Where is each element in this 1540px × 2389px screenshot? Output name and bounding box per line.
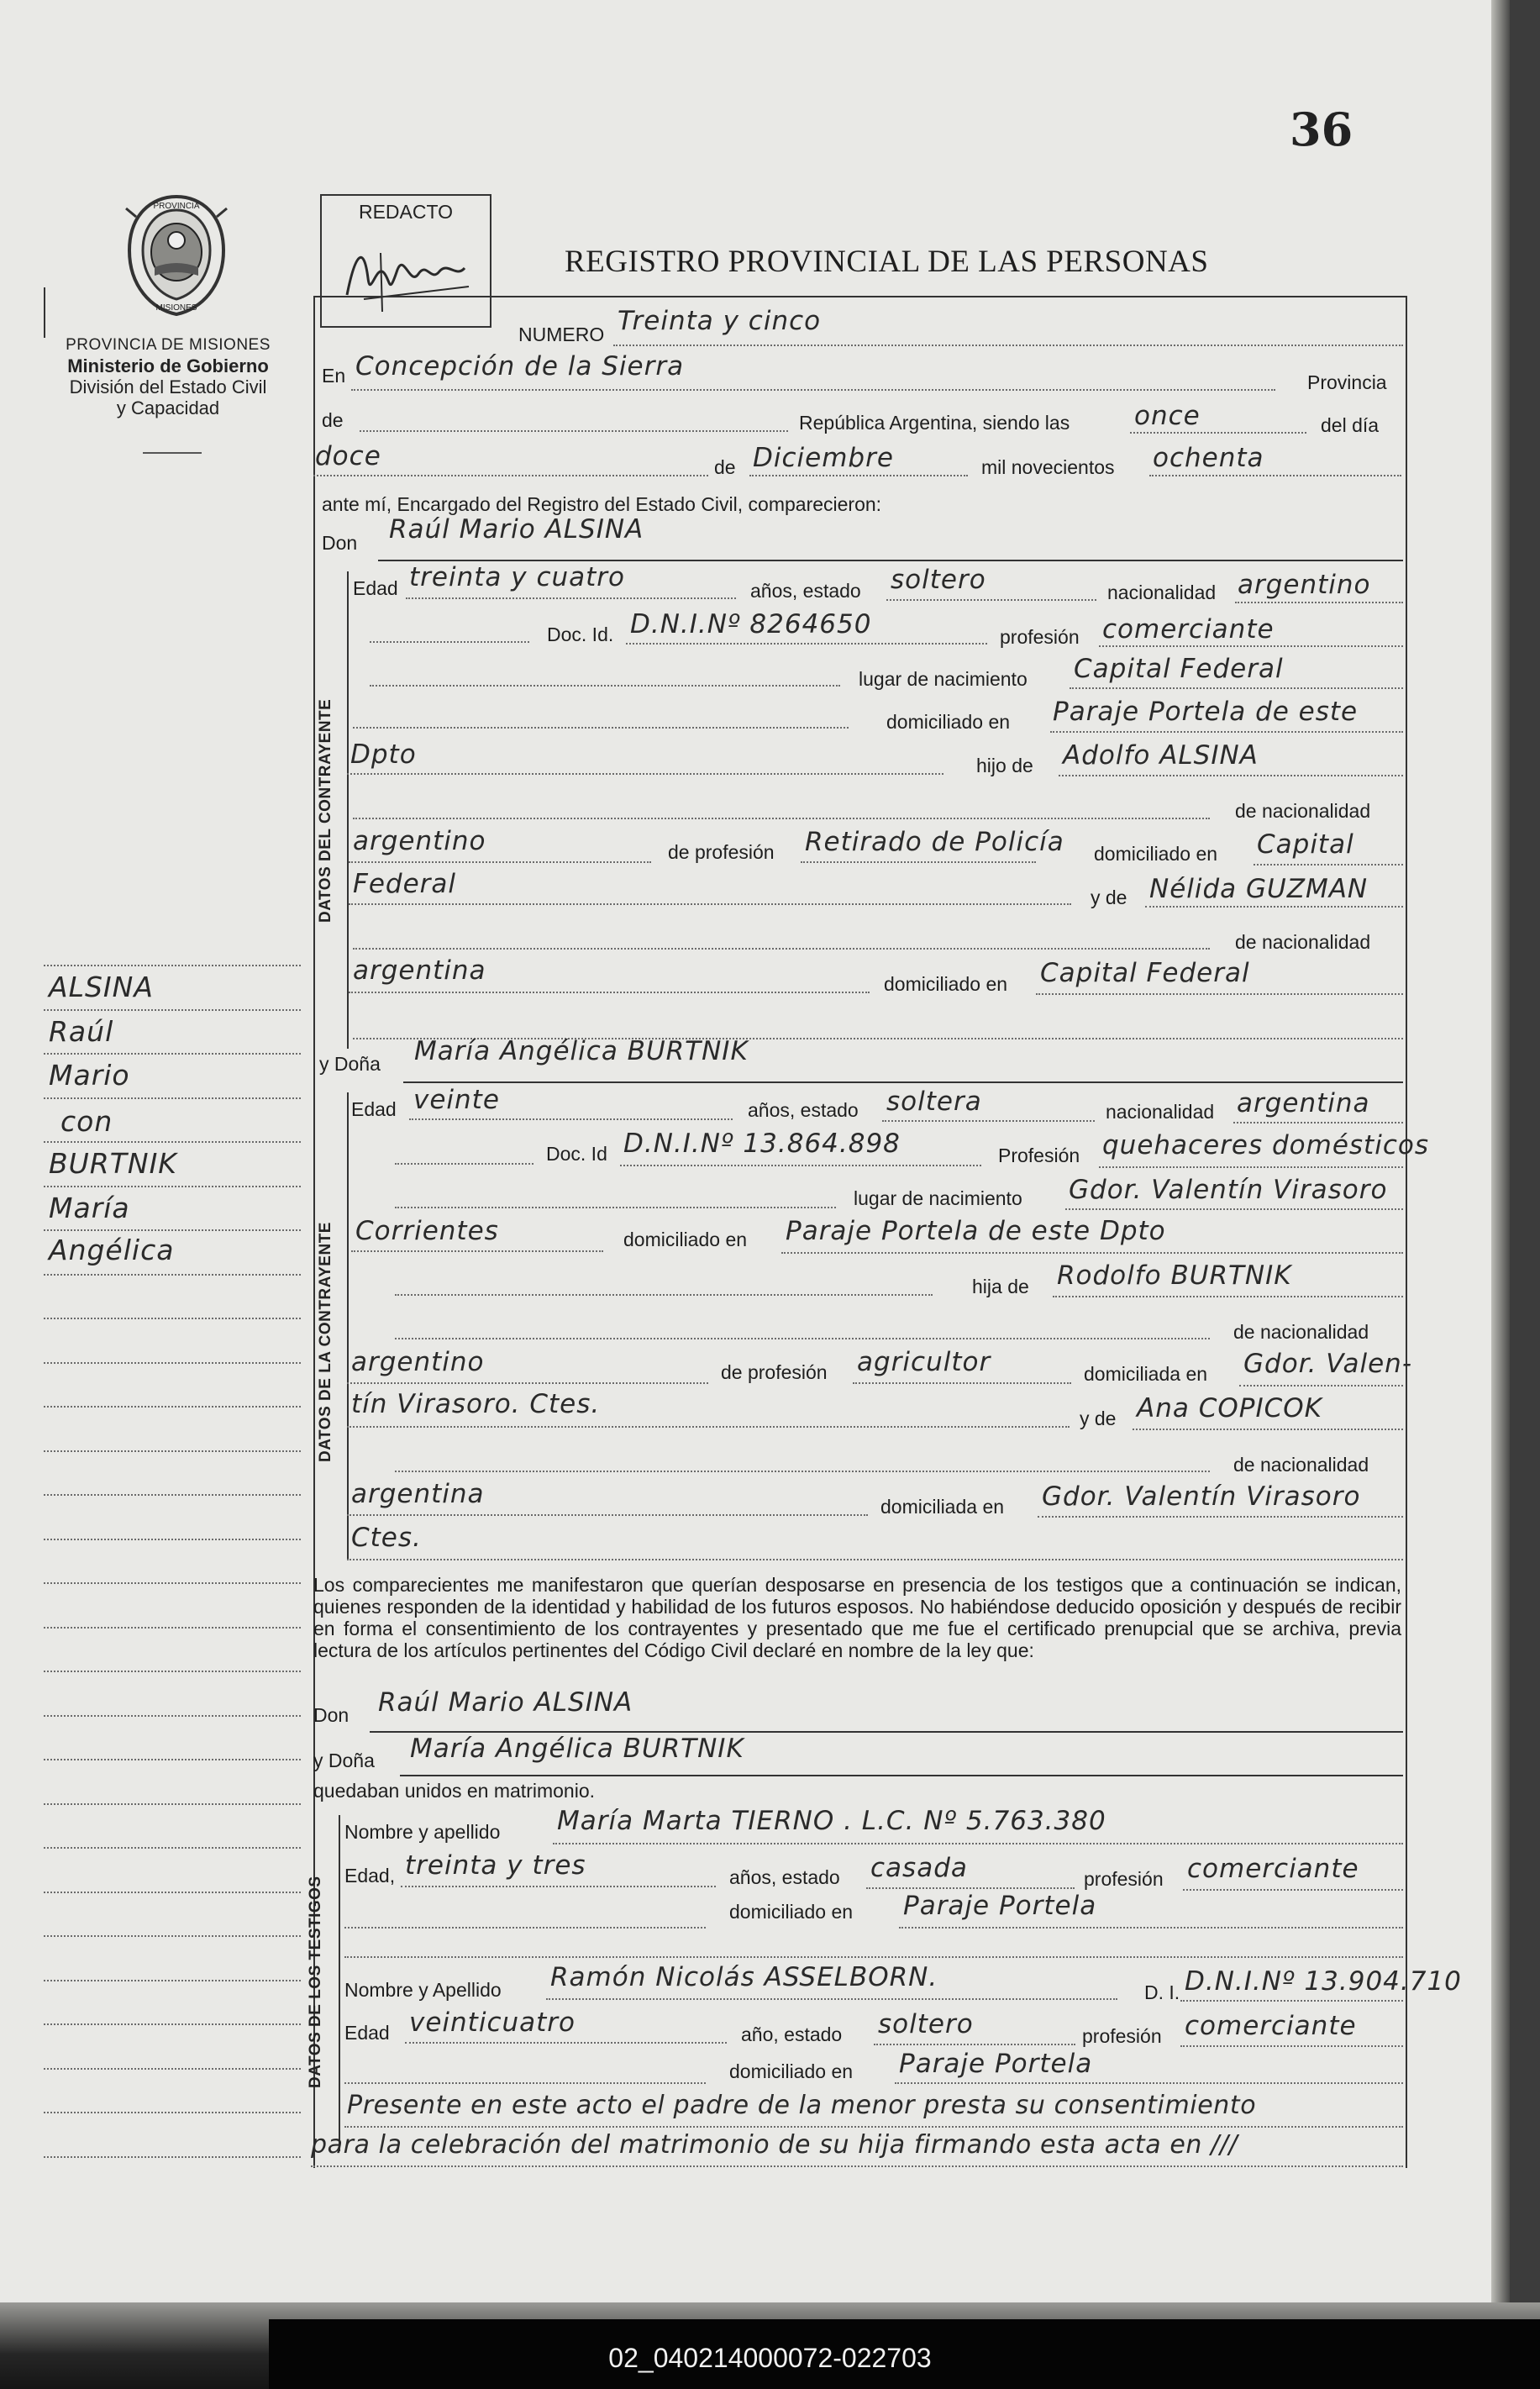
page-number: 36 <box>1290 103 1353 156</box>
bride-box-left <box>347 1092 349 1559</box>
margin-rule-line <box>44 1186 301 1187</box>
bride-mother-line <box>1133 1429 1403 1430</box>
bride-mdom2-line <box>347 1559 1403 1560</box>
provincia-label: Provincia <box>1307 371 1387 393</box>
note1-line <box>344 2126 1403 2128</box>
groom-father: Adolfo ALSINA <box>1063 740 1259 771</box>
w2-profession: comerciante <box>1185 2011 1357 2041</box>
w2-name-label: Nombre y Apellido <box>344 1979 502 2001</box>
margin-rule-line <box>44 1450 301 1452</box>
redacto-box <box>320 194 491 328</box>
w1-domicile: Paraje Portela <box>903 1891 1097 1921</box>
w1-state-line <box>866 1887 1075 1889</box>
w2-doc-line <box>1180 2000 1403 2002</box>
bride-fathernat-prefix-line <box>395 1338 1210 1339</box>
bride-father: Rodolfo BURTNIK <box>1057 1260 1292 1291</box>
bride-mdom-line <box>1038 1516 1403 1518</box>
witness-box-left <box>339 1815 340 2151</box>
bride-birth-line <box>1065 1208 1403 1210</box>
bride-nac-label: nacionalidad <box>1106 1101 1215 1123</box>
bride-birthplace: Gdor. Valentín Virasoro <box>1069 1175 1388 1205</box>
decl-groom-line <box>370 1731 1403 1733</box>
w2-dom-label: domiciliado en <box>729 2060 854 2082</box>
groom-father-nationality: argentino <box>353 826 486 856</box>
groom-nac-label: nacionalidad <box>1107 581 1217 603</box>
day-line <box>313 475 708 476</box>
groom-birth-line <box>1070 687 1403 689</box>
margin-line-7: Angélica <box>49 1234 175 1266</box>
margin-rule-line <box>44 2023 301 2025</box>
groom-mother-dom-label: domiciliado en <box>884 973 1008 995</box>
hour-value: once <box>1134 401 1201 431</box>
groom-mdom-line <box>1036 993 1403 995</box>
margin-line-5: BURTNIK <box>49 1147 177 1180</box>
margin-rule-line <box>44 2068 301 2070</box>
groom-father-line <box>1059 775 1403 776</box>
groom-dom-line <box>1050 731 1403 733</box>
bride-mother-dom-label: domiciliada en <box>880 1496 1005 1518</box>
groom-father-domicile-1: Capital <box>1257 829 1354 860</box>
bride-birth-prefix-line <box>395 1207 836 1208</box>
witness-note-1: Presente en este acto el padre de la menor presta su consentimiento <box>347 2091 1257 2120</box>
right-border <box>1406 296 1407 2168</box>
bride-mother: Ana COPICOK <box>1137 1393 1322 1423</box>
groom-profession: comerciante <box>1102 614 1275 645</box>
margin-rule-line <box>44 1582 301 1584</box>
bride-civil-state: soltera <box>886 1087 982 1117</box>
agency-province: PROVINCIA DE MISIONES <box>66 336 271 354</box>
w2-edad-label: Edad <box>344 2022 390 2044</box>
bride-father-domicile-1: Gdor. Valen- <box>1243 1349 1413 1379</box>
groom-domicile-1: Paraje Portela de este <box>1053 697 1359 727</box>
margin-rule-line <box>44 1274 301 1276</box>
bride-age-line <box>409 1118 733 1120</box>
groom-father-prof-label: de profesión <box>668 841 775 863</box>
bride-prof-line <box>1099 1166 1403 1168</box>
w2-state-line <box>874 2044 1075 2045</box>
groom-doc-prefix-line <box>370 641 529 643</box>
year-label: mil novecientos <box>981 456 1115 478</box>
bride-mother-nationality: argentina <box>351 1479 485 1509</box>
bride-father-line <box>1053 1296 1403 1297</box>
bride-state-line <box>882 1120 1095 1122</box>
w2-dom-line <box>895 2082 1403 2084</box>
bride-hija-label: hija de <box>972 1276 1029 1297</box>
agency-capacity: y Capacidad <box>116 397 220 418</box>
margin-rule-line <box>44 1141 301 1143</box>
note2-line <box>311 2165 1403 2167</box>
groom-box-left <box>347 571 349 1049</box>
groom-fdom-line <box>1254 864 1403 866</box>
w2-doc-label: D. I. <box>1144 1981 1180 2003</box>
bride-domicile: Paraje Portela de este Dpto <box>786 1216 1166 1246</box>
groom-edad-label: Edad <box>353 577 398 599</box>
groom-mother-domicile: Capital Federal <box>1040 958 1250 988</box>
bride-edad-label: Edad <box>351 1098 397 1120</box>
w2-doc: D.N.I.Nº 13.904.710 <box>1185 1966 1462 1997</box>
groom-nationality: argentino <box>1238 570 1371 600</box>
bride-mother-domicile-2: Ctes. <box>351 1523 422 1553</box>
groom-state-line <box>886 599 1096 601</box>
witness-note-2: para la celebración del matrimonio de su hija firmando esta acta en /// <box>311 2130 1238 2160</box>
bride-father-profession: agricultor <box>857 1347 991 1377</box>
bride-hija-prefix-line <box>395 1294 933 1296</box>
groom-mothernat-prefix-line <box>353 948 1210 950</box>
bride-anos-label: años, estado <box>748 1099 859 1121</box>
w2-name-line <box>546 1998 1117 2000</box>
margin-rule-line <box>44 1671 301 1672</box>
decl-groom: Raúl Mario ALSINA <box>378 1687 633 1718</box>
numero-label: NUMERO <box>518 324 605 345</box>
decl-bride-line <box>400 1775 1403 1776</box>
margin-line-1: ALSINA <box>49 971 154 1003</box>
w1-name: María Marta TIERNO . L.C. Nº 5.763.380 <box>557 1806 1106 1836</box>
bride-fnat-line <box>347 1382 708 1384</box>
agency-block <box>34 334 302 418</box>
w2-dom-prefix-line <box>344 2082 706 2084</box>
groom-fathernat-prefix-line <box>353 818 1210 819</box>
groom-name-line <box>378 560 1403 561</box>
bride-mothernat-prefix-line <box>395 1471 1210 1472</box>
groom-fnat-line <box>349 861 651 863</box>
intro-text: ante mí, Encargado del Registro del Estado Civil, comparecieron: <box>322 493 882 515</box>
bride-nat-line <box>1233 1122 1403 1123</box>
bride-doc-line <box>620 1165 981 1166</box>
w2-anos-label: año, estado <box>741 2023 843 2045</box>
w1-prof-label: profesión <box>1084 1868 1164 1890</box>
bride-father-dom-label: domiciliada en <box>1084 1363 1208 1385</box>
w2-age-line <box>405 2042 727 2044</box>
groom-age-line <box>406 597 736 599</box>
bride-y-de-label: y de <box>1080 1408 1117 1429</box>
groom-y-de-label: y de <box>1091 887 1127 908</box>
margin-rule-line <box>44 1009 301 1011</box>
decl-bride: María Angélica BURTNIK <box>410 1734 744 1764</box>
groom-doc-line <box>626 643 987 645</box>
margin-rule-line <box>44 1406 301 1408</box>
bride-fdom2-line <box>347 1426 1070 1428</box>
w1-dom-prefix-line <box>344 1927 706 1929</box>
bride-doc-label: Doc. Id <box>546 1143 607 1165</box>
w1-dom-line <box>899 1927 1403 1929</box>
bride-mother-domicile: Gdor. Valentín Virasoro <box>1042 1481 1361 1512</box>
w2-state: soltero <box>878 2009 974 2039</box>
groom-name: Raúl Mario ALSINA <box>389 514 644 545</box>
decl-closing: quedaban unidos en matrimonio. <box>313 1780 596 1802</box>
margin-rule-line <box>44 1229 301 1231</box>
bride-doc: D.N.I.Nº 13.864.898 <box>623 1129 901 1159</box>
margin-rule-line <box>44 1362 301 1364</box>
w1-blank-line <box>344 1956 1403 1958</box>
groom-section-label: DATOS DEL CONTRAYENTE <box>317 698 334 923</box>
decl-dona-label: y Doña <box>313 1750 375 1771</box>
del-dia-label: del día <box>1321 414 1380 436</box>
w2-prof-label: profesión <box>1082 2025 1162 2047</box>
groom-domicile-2: Dpto <box>350 739 417 770</box>
bride-father-prof-label: de profesión <box>721 1361 828 1383</box>
w1-age: treinta y tres <box>405 1850 586 1881</box>
w2-prof-line <box>1180 2045 1403 2047</box>
numero-value: Treinta y cinco <box>618 306 822 336</box>
bride-name: María Angélica BURTNIK <box>414 1036 749 1066</box>
bride-section-label: DATOS DE LA CONTRAYENTE <box>317 1222 334 1462</box>
w1-anos-label: años, estado <box>729 1866 840 1888</box>
w2-age: veinticuatro <box>409 2007 576 2038</box>
groom-birthplace: Capital Federal <box>1074 654 1284 684</box>
top-border <box>313 296 1406 297</box>
bride-mnat-line <box>347 1514 868 1516</box>
groom-fdom2-line <box>349 903 1071 905</box>
margin-rule-line <box>44 1318 301 1319</box>
groom-mother-line <box>1145 906 1403 908</box>
page-edge <box>1491 0 1510 2319</box>
margin-rule-line <box>44 1715 301 1717</box>
groom-don-label: Don <box>322 532 358 554</box>
w1-dom-label: domiciliado en <box>729 1901 854 1923</box>
groom-hijo-label: hijo de <box>976 755 1033 776</box>
margin-rule-line <box>44 2112 301 2113</box>
groom-doc-label: Doc. Id. <box>547 624 614 645</box>
seal-top-text: PROVINCIA <box>153 202 200 211</box>
de-line <box>360 430 788 432</box>
w2-domicile: Paraje Portela <box>899 2049 1093 2079</box>
place-line <box>351 389 1275 391</box>
groom-anos-label: años, estado <box>750 580 861 602</box>
en-label: En <box>322 365 346 387</box>
groom-father-profession: Retirado de Policía <box>805 827 1064 857</box>
w1-name-line <box>553 1843 1403 1844</box>
groom-dom-prefix-line <box>353 727 849 729</box>
margin-rule-line <box>44 1053 301 1055</box>
groom-mnat-line <box>349 992 870 993</box>
bride-dom-line <box>781 1252 1403 1254</box>
margin-rule-line <box>44 1539 301 1540</box>
agency-divider <box>143 452 202 454</box>
groom-lugar-label: lugar de nacimiento <box>859 668 1028 690</box>
margin-rule-line <box>44 1494 301 1496</box>
bride-dona-label: y Doña <box>319 1053 381 1075</box>
margin-rule-line <box>44 1097 301 1099</box>
groom-de-nac-label: de nacionalidad <box>1235 800 1371 822</box>
margin-rule-line <box>44 1627 301 1629</box>
bride-birthplace-2: Corrientes <box>355 1216 499 1246</box>
month-value: Diciembre <box>753 443 894 473</box>
bride-fprof-line <box>853 1382 1071 1384</box>
groom-fprof-line <box>801 861 1036 863</box>
bride-dom-label: domiciliado en <box>623 1229 748 1250</box>
margin-line-2: Raúl <box>49 1015 114 1048</box>
margin-line-3: Mario <box>49 1059 130 1092</box>
month-line <box>749 475 968 476</box>
numero-line <box>613 345 1403 346</box>
margin-rule-line <box>44 1935 301 1937</box>
margin-rule-line <box>44 965 301 966</box>
margin-rule-line <box>44 1892 301 1893</box>
decl-don-label: Don <box>313 1704 350 1726</box>
margin-rule-line <box>44 1980 301 1981</box>
seal-bottom-text: MISIONES <box>155 303 197 313</box>
margin-border <box>44 287 45 338</box>
bride-de-nac-label-2: de nacionalidad <box>1233 1454 1369 1476</box>
bride-de-nac-label: de nacionalidad <box>1233 1321 1369 1343</box>
de-label: de <box>322 409 344 431</box>
margin-rule-line <box>44 2156 301 2158</box>
bride-father-domicile-2: tín Virasoro. Ctes. <box>351 1389 601 1419</box>
declaration-paragraph: Los comparecientes me manifestaron que querían desposarse en presencia de los testigos que a continuación se indican, quienes responden de la identidad y habilidad de los futuros esposos. No habiéndose deducido oposición y después de recibir en forma el consentimiento de los contrayentes y presentado que me fue el certificado prenupcial que se archiva, previa lectura de los artículos pertinentes del Código Civil declaré en nombre de la ley que: <box>313 1574 1401 1661</box>
hour-line <box>1130 432 1306 434</box>
w1-state: casada <box>870 1853 968 1883</box>
groom-father-dom-label: domiciliado en <box>1094 843 1218 865</box>
bride-doc-prefix-line <box>395 1163 533 1165</box>
margin-rule-line <box>44 1759 301 1760</box>
file-id: 02_040214000072-022703 <box>608 2343 932 2373</box>
groom-dom2-line <box>347 773 943 775</box>
witness-section-label: DATOS DE LOS TESTIGOS <box>307 1876 324 2088</box>
agency-division: División del Estado Civil <box>69 376 267 397</box>
bride-birth2-line <box>351 1250 603 1252</box>
agency-ministry: Ministerio de Gobierno <box>67 355 269 376</box>
groom-father-domicile-2: Federal <box>353 869 457 899</box>
document-title: REGISTRO PROVINCIAL DE LAS PERSONAS <box>565 245 1209 279</box>
groom-de-nac-label-2: de nacionalidad <box>1235 931 1371 953</box>
place-value: Concepción de la Sierra <box>355 351 685 382</box>
groom-prof-label: profesión <box>1000 626 1080 648</box>
w1-profession: comerciante <box>1187 1854 1359 1884</box>
officer-signature <box>339 236 477 316</box>
w2-name: Ramón Nicolás ASSELBORN. <box>550 1962 938 1992</box>
margin-line-4: con <box>60 1105 113 1138</box>
groom-civil-state: soltero <box>891 565 986 595</box>
bride-fdom-line <box>1239 1385 1403 1387</box>
year-value: ochenta <box>1153 443 1264 473</box>
groom-prof-line <box>1099 645 1403 647</box>
w1-prof-line <box>1183 1889 1403 1891</box>
year-line <box>1149 475 1401 476</box>
groom-mother: Nélida GUZMAN <box>1149 874 1369 904</box>
bride-prof-label: Profesión <box>998 1145 1080 1166</box>
bride-lugar-label: lugar de nacimiento <box>854 1187 1022 1209</box>
margin-line-6: María <box>49 1192 130 1224</box>
margin-rule-line <box>44 1803 301 1805</box>
groom-doc: D.N.I.Nº 8264650 <box>630 609 872 639</box>
bride-father-nationality: argentino <box>351 1347 485 1377</box>
groom-nat-line <box>1235 602 1403 603</box>
groom-dom-label: domiciliado en <box>886 711 1011 733</box>
w1-edad-label: Edad, <box>344 1865 396 1886</box>
margin-rule-line <box>44 1847 301 1849</box>
w1-name-label: Nombre y apellido <box>344 1821 501 1843</box>
w1-age-line <box>401 1886 716 1887</box>
groom-age: treinta y cuatro <box>409 562 625 592</box>
groom-birth-prefix-line <box>370 685 840 687</box>
day-value: doce <box>315 441 381 471</box>
republica-label: República Argentina, siendo las <box>799 412 1070 434</box>
groom-mother-nationality: argentina <box>353 955 486 986</box>
de-label-2: de <box>714 456 736 478</box>
province-seal-icon <box>118 192 235 318</box>
bride-nationality: argentina <box>1237 1088 1370 1118</box>
bride-name-line <box>403 1081 1403 1083</box>
redacto-label: REDACTO <box>358 201 454 223</box>
bride-profession: quehaceres domésticos <box>1102 1130 1429 1160</box>
bride-age: veinte <box>413 1085 500 1115</box>
